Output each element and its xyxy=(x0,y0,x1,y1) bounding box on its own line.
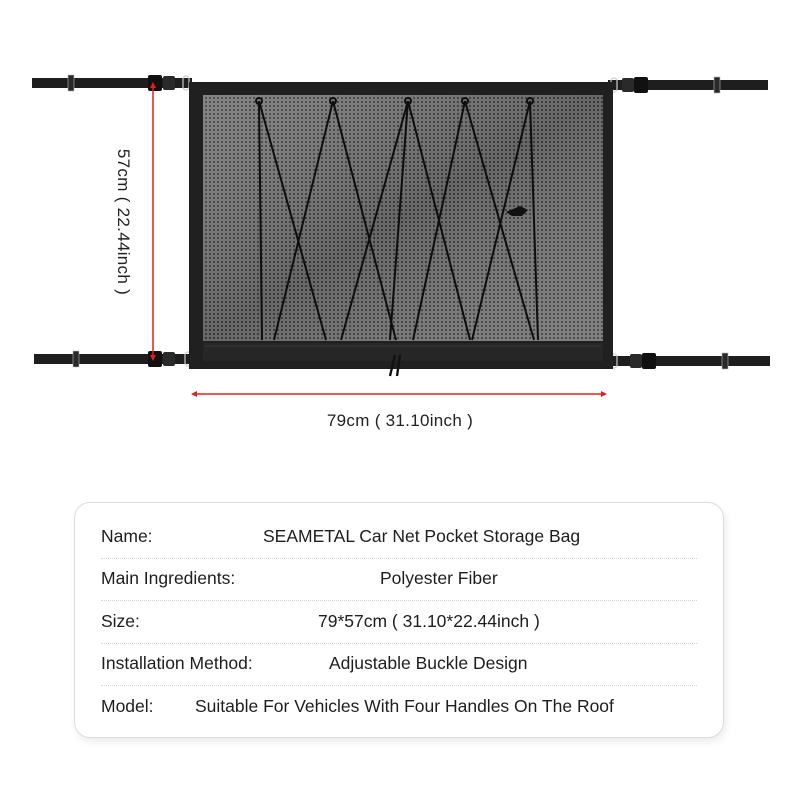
spec-value: Suitable For Vehicles With Four Handles On The Roof xyxy=(195,695,614,716)
spec-value: 79*57cm ( 31.10*22.44inch ) xyxy=(318,610,540,631)
strap-bottom-left xyxy=(34,351,192,367)
spec-row-model xyxy=(101,685,697,728)
spec-label: Main Ingredients: xyxy=(101,568,236,589)
net-panel xyxy=(189,82,613,376)
spec-label: Installation Method: xyxy=(101,653,253,674)
spec-row-installation-method xyxy=(101,643,697,686)
strap-bottom-right xyxy=(608,353,770,369)
spec-value: Adjustable Buckle Design xyxy=(329,653,528,674)
specifications-card xyxy=(74,502,724,738)
width-dimension-line xyxy=(191,391,607,397)
width-dimension-label: 79cm ( 31.10inch ) xyxy=(326,411,474,430)
spec-row-size xyxy=(101,600,697,643)
strap-top-left xyxy=(32,75,192,91)
spec-value: Polyester Fiber xyxy=(380,568,498,589)
spec-row-main-ingredients xyxy=(101,558,697,601)
height-dimension-label: 57cm ( 22.44inch ) xyxy=(114,148,133,296)
strap-top-right xyxy=(608,77,768,93)
spec-row-name xyxy=(101,515,697,558)
spec-label: Name: xyxy=(101,525,153,546)
spec-value: SEAMETAL Car Net Pocket Storage Bag xyxy=(263,525,581,546)
spec-label: Size: xyxy=(101,610,140,631)
spec-label: Model: xyxy=(101,695,154,716)
height-dimension-line xyxy=(150,82,156,361)
